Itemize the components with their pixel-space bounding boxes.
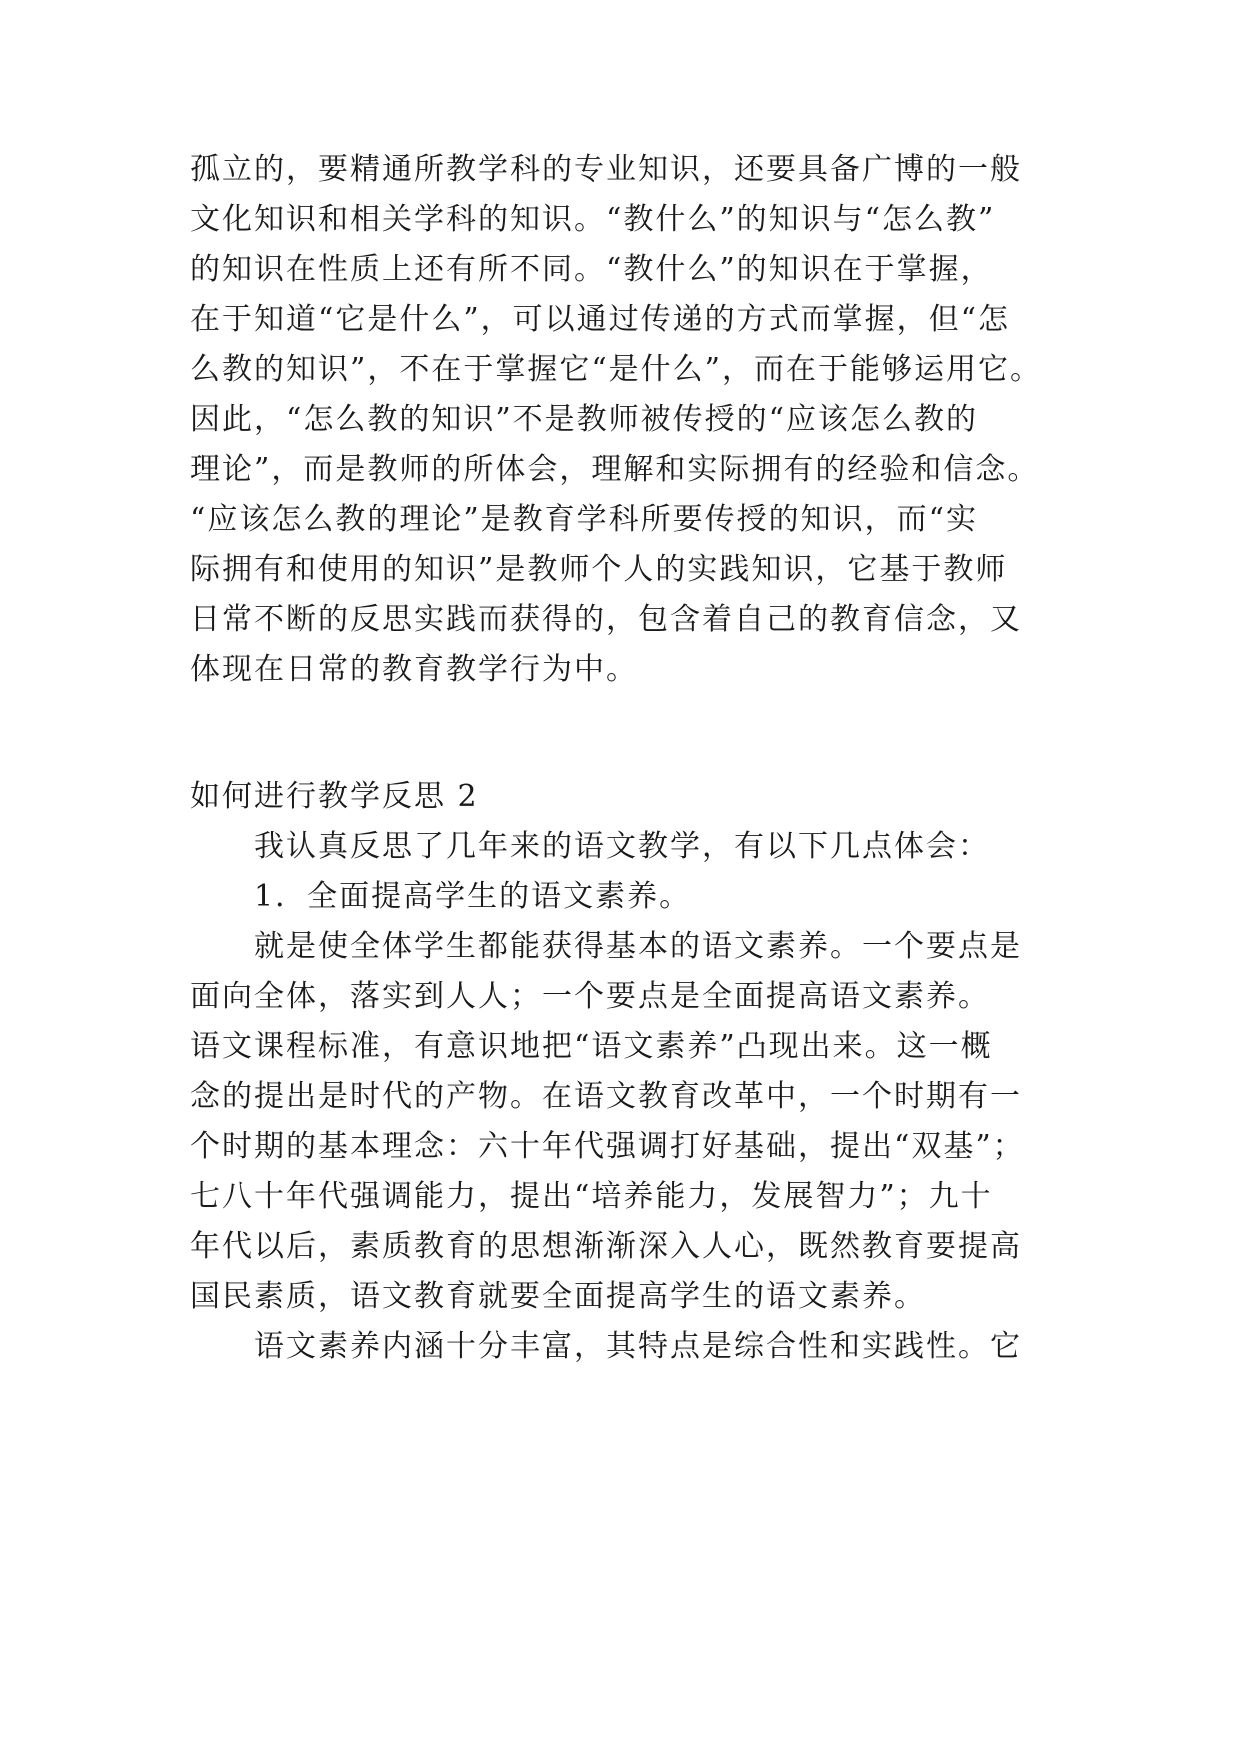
body-text-line: 就是使全体学生都能获得基本的语文素养。一个要点是 (254, 929, 1022, 964)
body-text-line: 体现在日常的教育教学行为中。 (190, 652, 638, 687)
body-text-line: 理论”，而是教师的所体会，理解和实际拥有的经验和信念。 (190, 452, 1040, 487)
body-text-line: 语文素养内涵十分丰富，其特点是综合性和实践性。它 (254, 1329, 1022, 1364)
body-text-line: 日常不断的反思实践而获得的，包含着自己的教育信念，又 (190, 602, 1022, 637)
body-text-line: 年代以后，素质教育的思想渐渐深入人心，既然教育要提高 (190, 1229, 1022, 1264)
numbered-point: 1．全面提高学生的语文素养。 (254, 879, 692, 914)
body-text-line: 面向全体，落实到人人；一个要点是全面提高语文素养。 (190, 979, 990, 1014)
body-text-line: 国民素质，语文教育就要全面提高学生的语文素养。 (190, 1279, 926, 1314)
body-text-line: 语文课程标准，有意识地把“语文素养”凸现出来。这一概 (190, 1029, 993, 1064)
body-text-line: 在于知道“它是什么”，可以通过传递的方式而掌握，但“怎 (190, 302, 1011, 337)
body-text-line: 文化知识和相关学科的知识。“教什么”的知识与“怎么教” (190, 202, 996, 237)
body-text-line: 念的提出是时代的产物。在语文教育改革中，一个时期有一 (190, 1079, 1022, 1114)
section-heading: 如何进行教学反思 2 (190, 779, 479, 814)
body-text-line: 因此，“怎么教的知识”不是教师被传授的“应该怎么教的 (190, 402, 979, 437)
body-text-line: “应该怎么教的理论”是教育学科所要传授的知识，而“实 (190, 502, 979, 537)
body-text-line: 际拥有和使用的知识”是教师个人的实践知识，它基于教师 (190, 552, 1008, 587)
body-text-line: 个时期的基本理念：六十年代强调打好基础，提出“双基”； (190, 1129, 1025, 1164)
body-text-line: 么教的知识”，不在于掌握它“是什么”，而在于能够运用它。 (190, 352, 1043, 387)
body-text-line: 的知识在性质上还有所不同。“教什么”的知识在于掌握， (190, 252, 993, 287)
body-text-line: 孤立的，要精通所教学科的专业知识，还要具备广博的一般 (190, 152, 1022, 187)
intro-paragraph: 我认真反思了几年来的语文教学，有以下几点体会： (254, 829, 990, 864)
body-text-line: 七八十年代强调能力，提出“培养能力，发展智力”；九十 (190, 1179, 993, 1214)
